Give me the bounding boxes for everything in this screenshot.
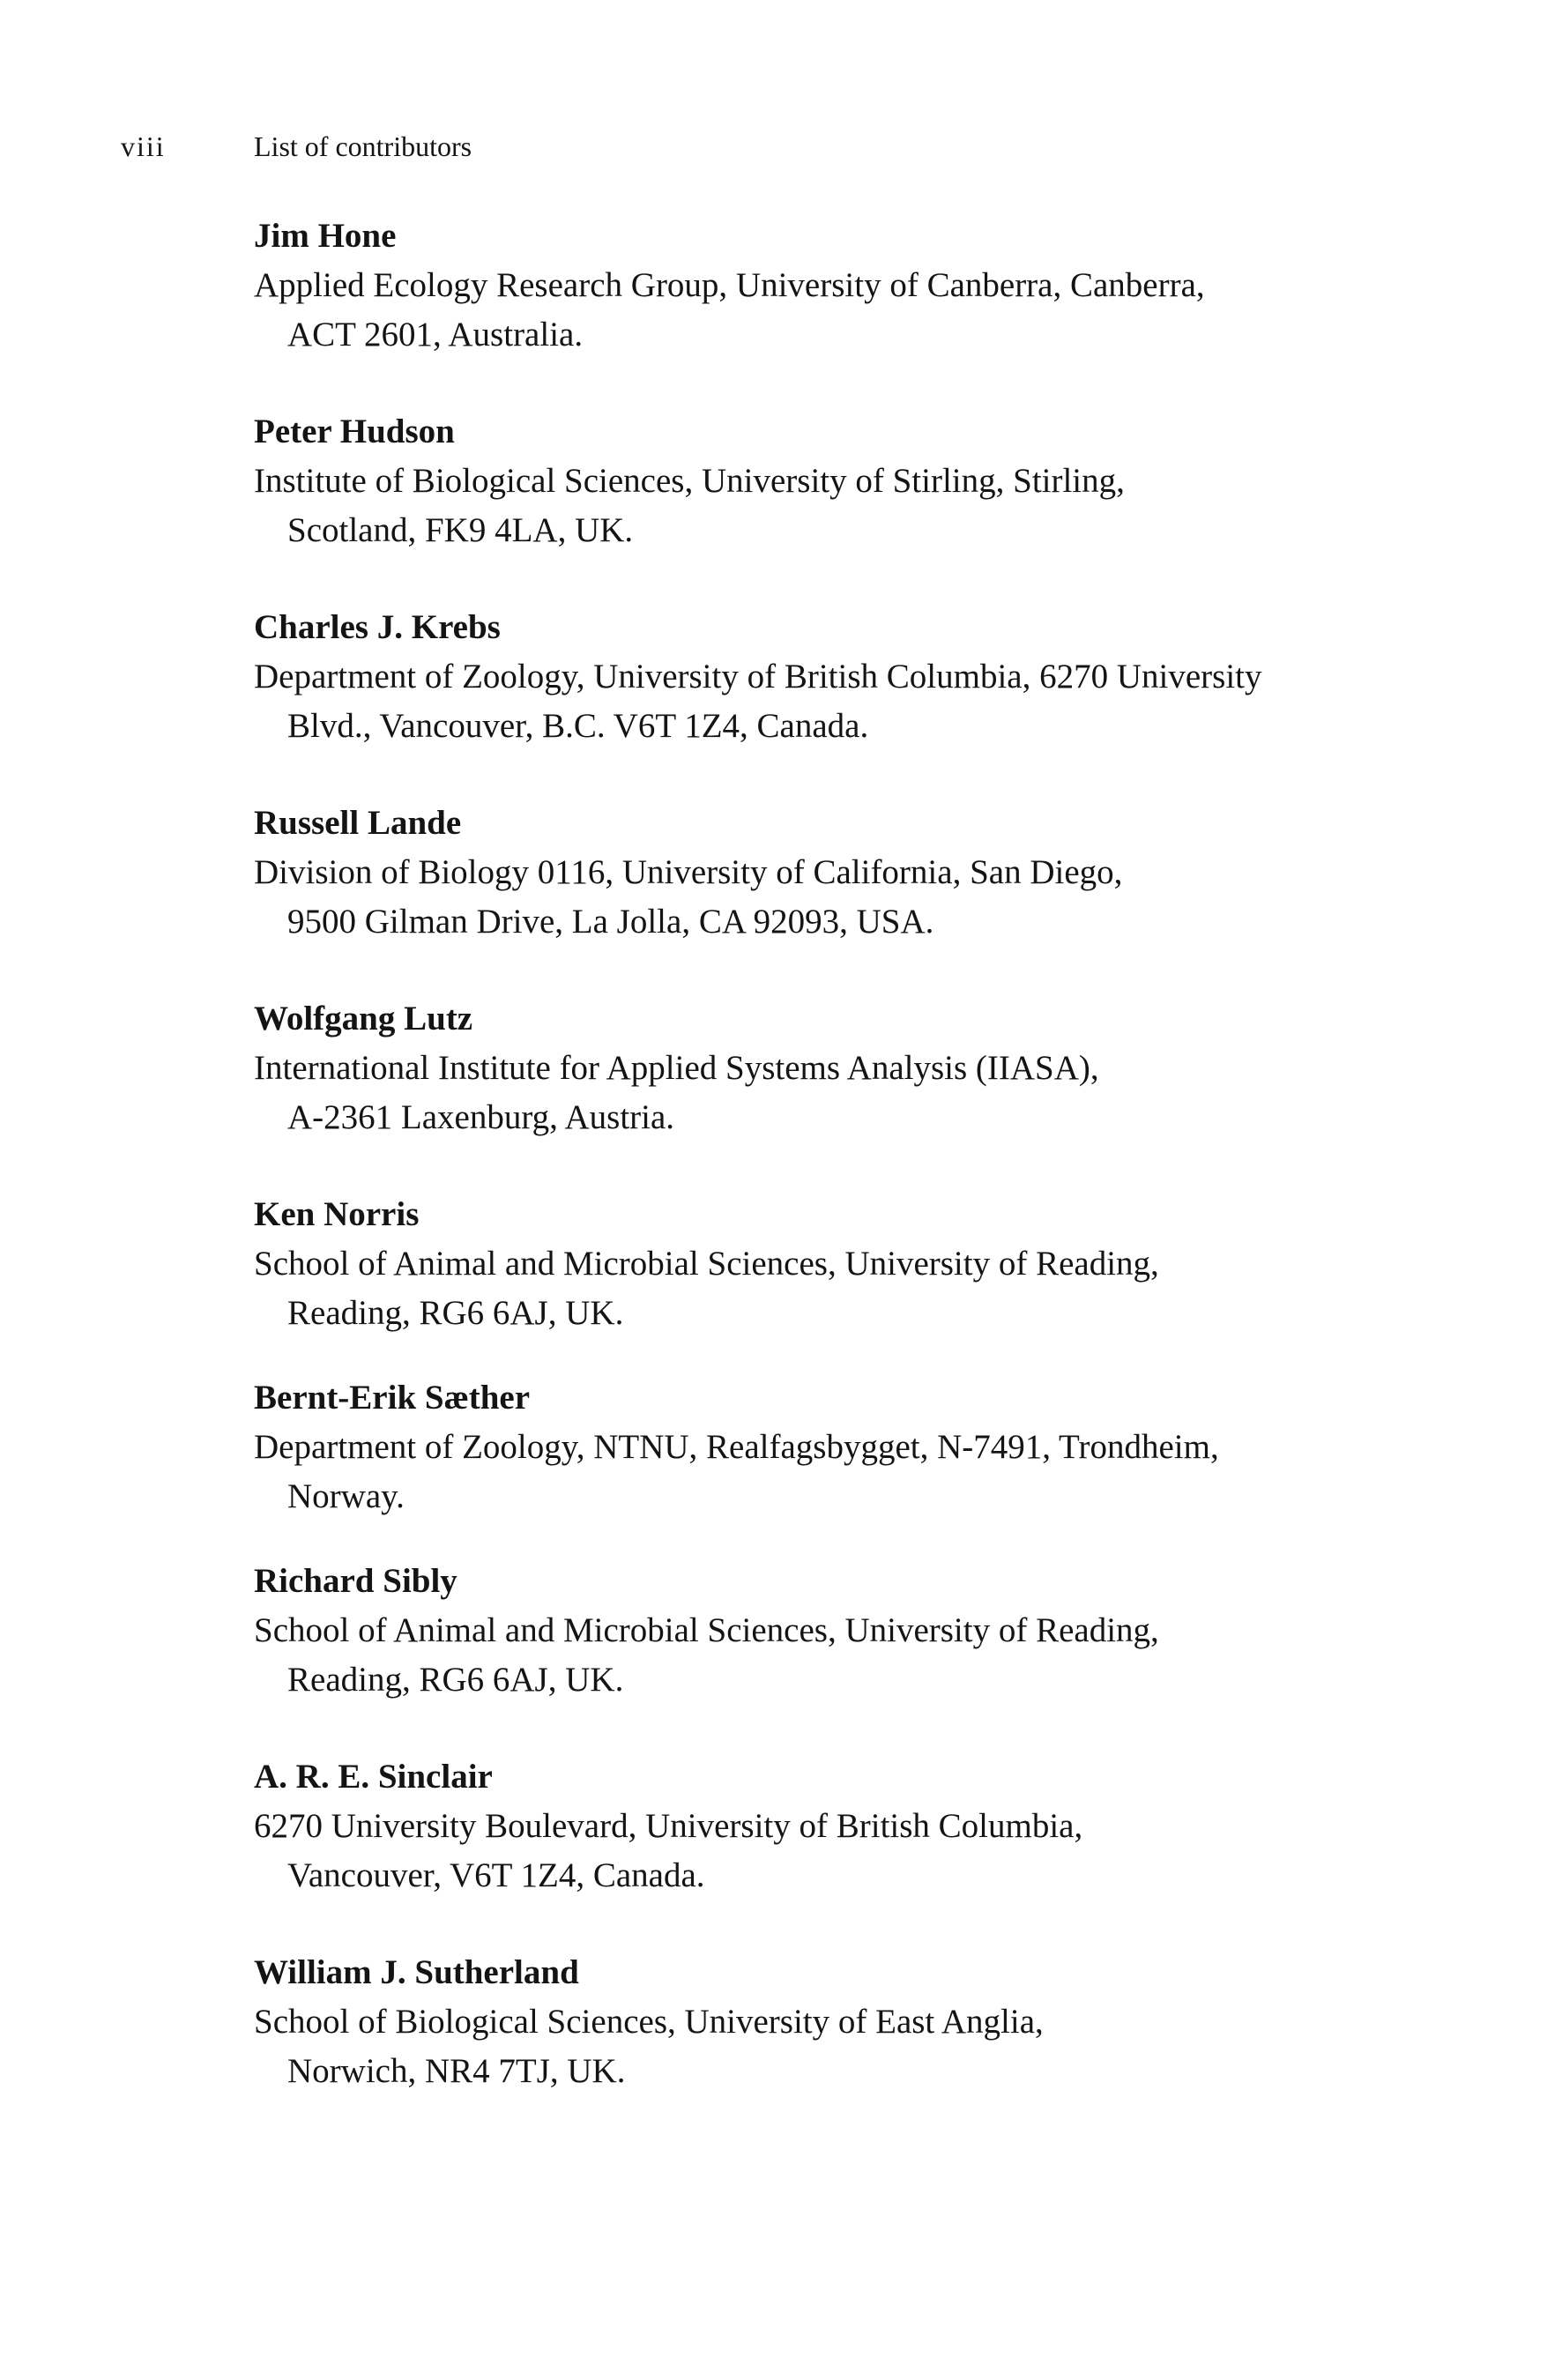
contributor-name: William J. Sutherland: [254, 1953, 579, 1991]
contributor-address-line: Blvd., Vancouver, B.C. V6T 1Z4, Canada.: [287, 707, 869, 745]
contributor-address-line: Norway.: [287, 1477, 405, 1515]
running-title: List of contributors: [254, 130, 472, 162]
contributor-name: Bernt-Erik Sæther: [254, 1379, 531, 1417]
contributor-address-line: 6270 University Boulevard, University of British Columbia,: [254, 1807, 1083, 1845]
contributor-address-line: School of Animal and Microbial Sciences, University of Reading,: [254, 1611, 1159, 1649]
contributor-address-line: School of Animal and Microbial Sciences, University of Reading,: [254, 1245, 1159, 1283]
contributor-entry: [254, 1948, 1400, 2096]
contributor-entry: [254, 1190, 1400, 1338]
contributor-entry: [254, 407, 1400, 555]
contributor-address-line: Reading, RG6 6AJ, UK.: [287, 1661, 624, 1699]
contributor-name: A. R. E. Sinclair: [254, 1758, 493, 1796]
contributor-address-line: School of Biological Sciences, University of East Anglia,: [254, 2003, 1044, 2041]
contributor-name: Ken Norris: [254, 1195, 420, 1233]
contributor-entry: [254, 212, 1400, 360]
contributor-address-line: Vancouver, V6T 1Z4, Canada.: [287, 1856, 705, 1894]
contributor-entry: [254, 799, 1400, 947]
contributor-name: Russell Lande: [254, 804, 462, 842]
contributor-list: [254, 212, 1400, 2144]
contributor-name: Jim Hone: [254, 217, 397, 255]
contributor-address-line: International Institute for Applied Systems Analysis (IIASA),: [254, 1049, 1099, 1087]
contributor-address-line: Institute of Biological Sciences, University of Stirling, Stirling,: [254, 462, 1125, 500]
contributor-entry: [254, 994, 1400, 1142]
contributor-name: Wolfgang Lutz: [254, 1000, 473, 1038]
contributor-address-line: Division of Biology 0116, University of California, San Diego,: [254, 853, 1123, 891]
contributor-address-line: ACT 2601, Australia.: [287, 316, 584, 353]
contributor-entry: [254, 1557, 1400, 1705]
contributor-address-line: Department of Zoology, University of British Columbia, 6270 University: [254, 658, 1262, 695]
contributor-address-line: 9500 Gilman Drive, La Jolla, CA 92093, USA.: [287, 903, 934, 941]
contributor-name: Peter Hudson: [254, 413, 455, 450]
contributor-name: Richard Sibly: [254, 1562, 457, 1600]
contributor-address-line: Scotland, FK9 4LA, UK.: [287, 511, 634, 549]
contributor-entry: [254, 1373, 1400, 1521]
contributor-entry: [254, 603, 1400, 751]
contributor-address-line: Department of Zoology, NTNU, Realfagsbygget, N-7491, Trondheim,: [254, 1428, 1219, 1466]
page-number: viii: [121, 130, 166, 162]
contributor-address-line: Reading, RG6 6AJ, UK.: [287, 1294, 624, 1332]
contributor-name: Charles J. Krebs: [254, 608, 501, 646]
contributor-address-line: Applied Ecology Research Group, University of Canberra, Canberra,: [254, 266, 1205, 304]
contributor-address-line: Norwich, NR4 7TJ, UK.: [287, 2052, 626, 2090]
contributor-entry: [254, 1752, 1400, 1900]
contributor-address-line: A-2361 Laxenburg, Austria.: [287, 1098, 675, 1136]
